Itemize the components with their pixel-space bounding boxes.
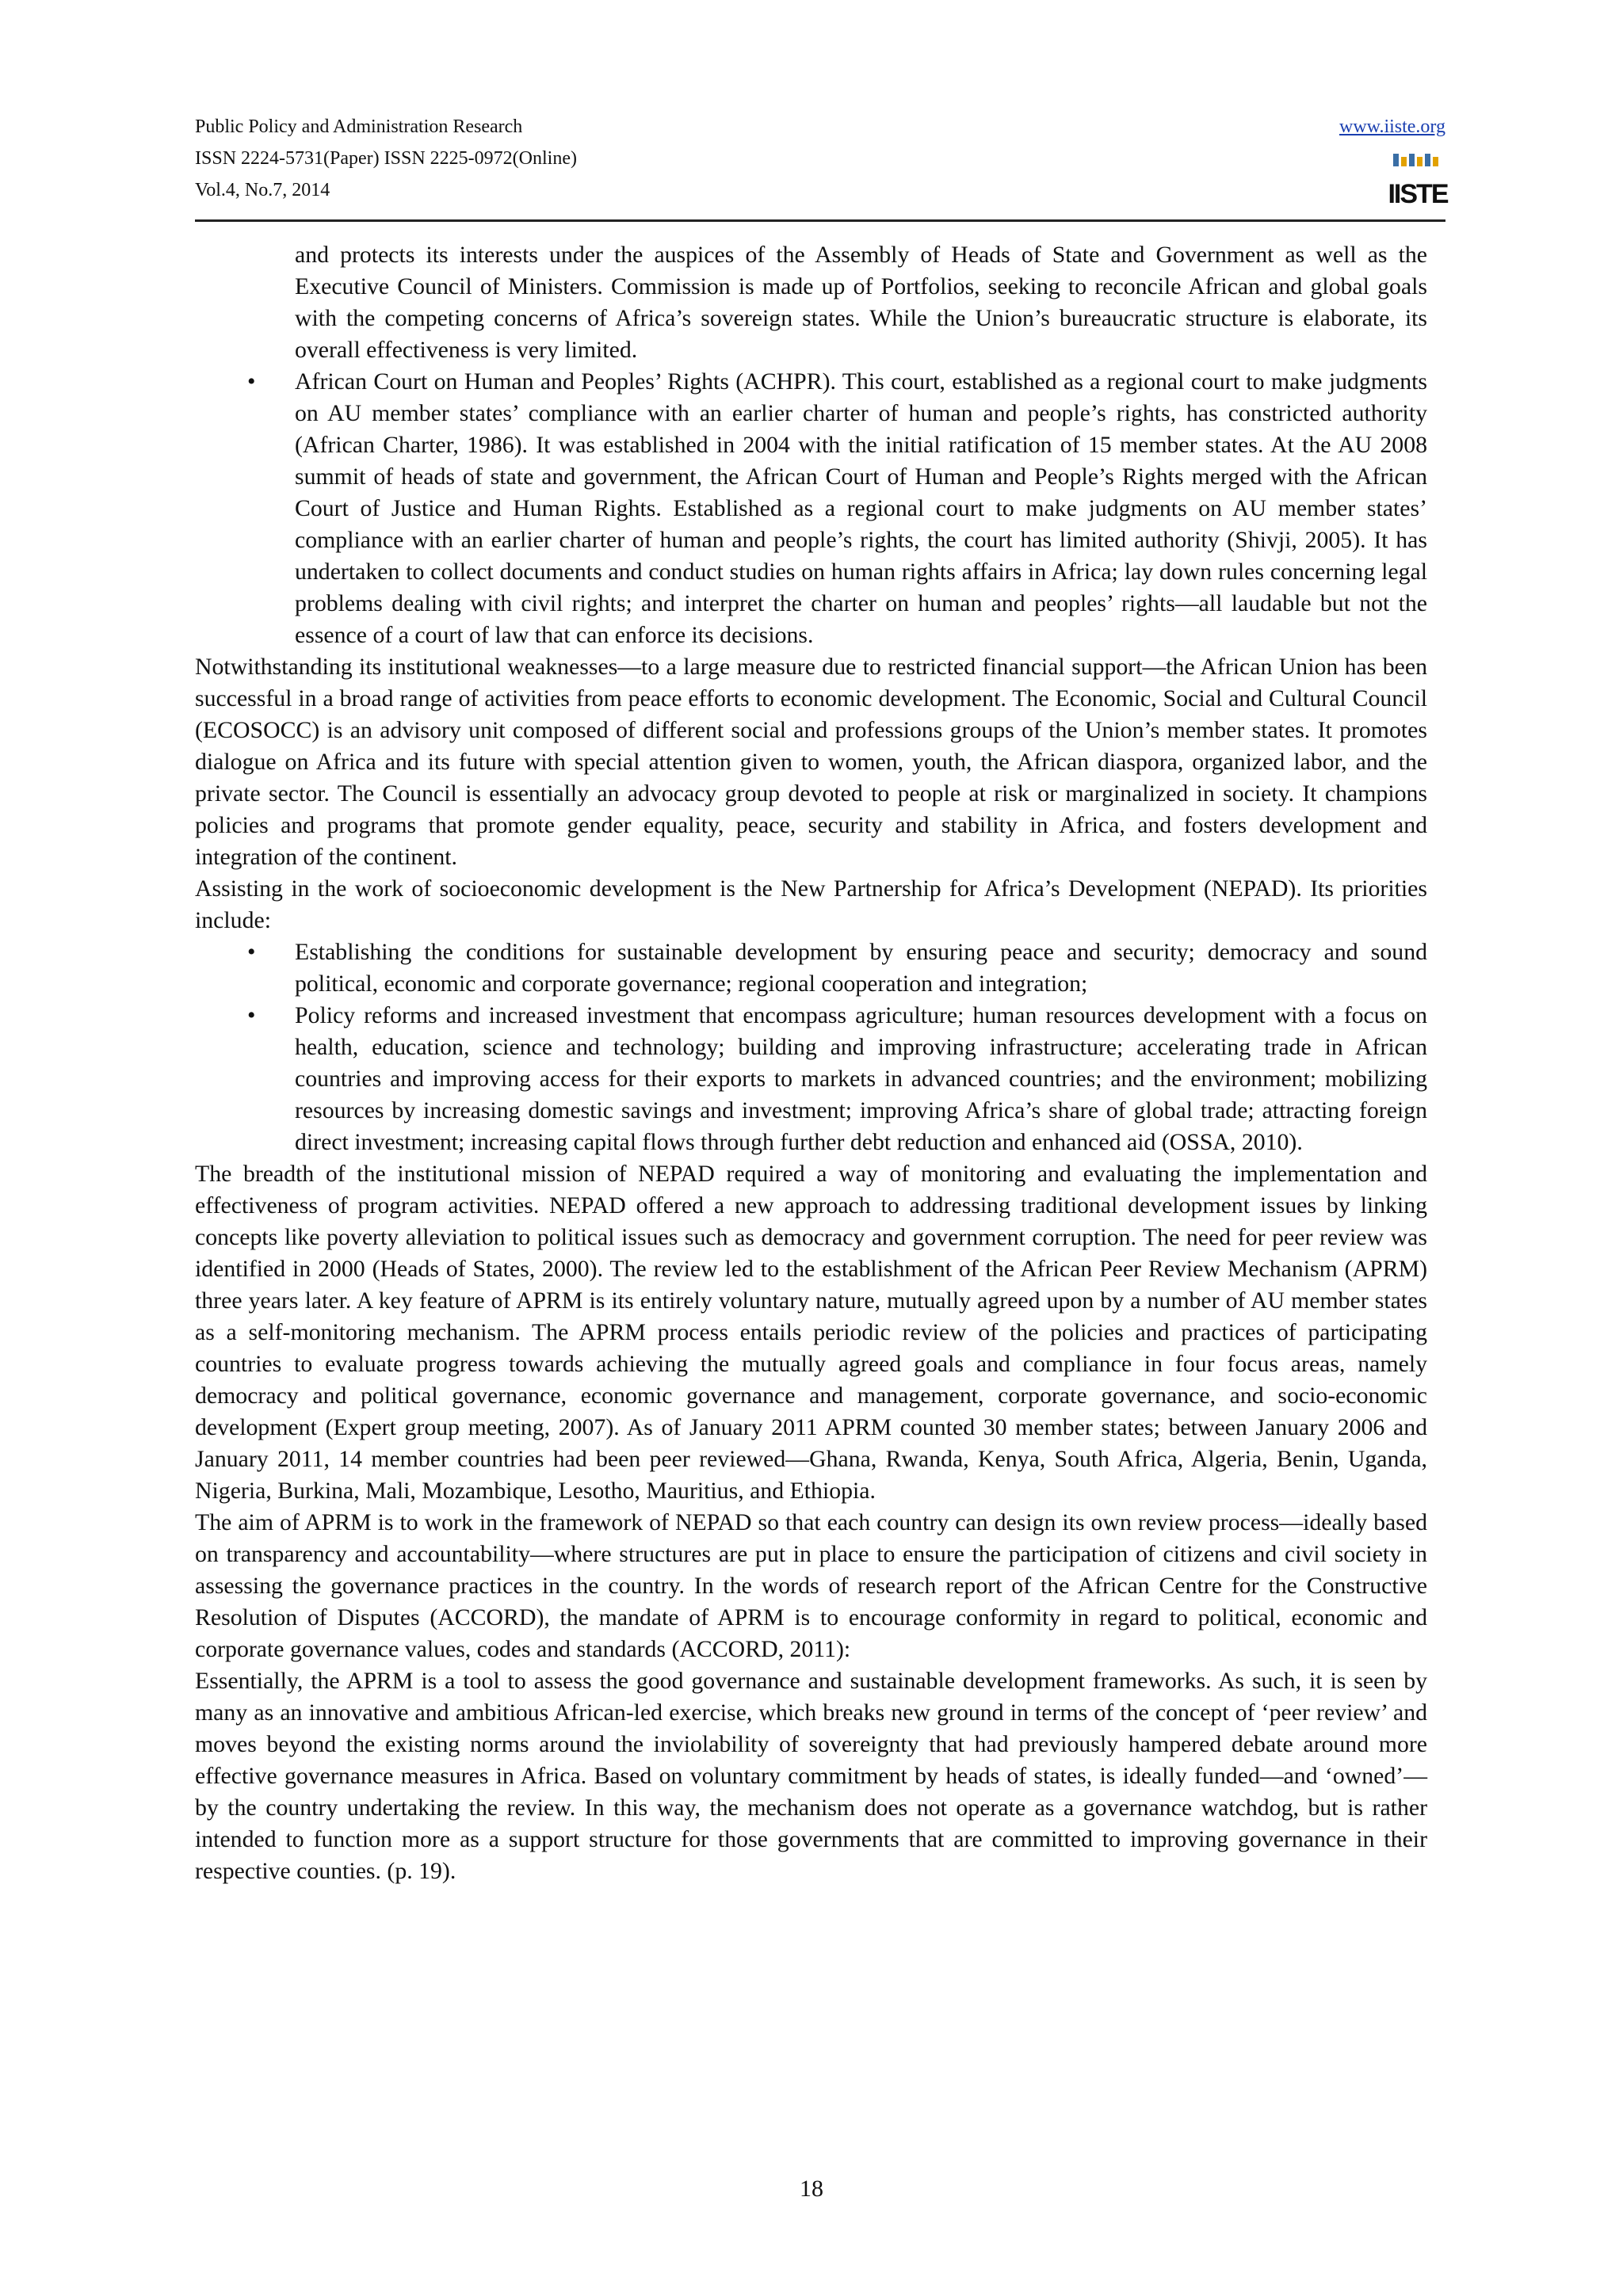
list-item-text: Establishing the conditions for sustainable development by ensuring peace and security; democracy and sound political, economic and corporate governance; regional cooperation and integration; xyxy=(295,939,1427,997)
volume-line: Vol.4, No.7, 2014 xyxy=(195,180,330,200)
paragraph-notwithstanding: Notwithstanding its institutional weaknesses—to a large measure due to restricted financial support—the African Union has been successful in a broad range of activities from peace efforts to economic development. The Economic, Social and Cultural Council (ECOSOCC) is an advisory unit composed of different social and professions groups of the Union’s member states. It promotes dialogue on Africa and its future with special attention given to women, youth, the African diaspora, organized labor, and the private sector. The Council is essentially an advocacy group devoted to people at risk or marginalized in society. It champions policies and programs that promote gender equality, peace, security and stability in Africa, and fosters development and integration of the continent. xyxy=(195,654,1427,870)
journal-url-link[interactable]: www.iiste.org xyxy=(1339,116,1445,137)
bullet-list-nepad xyxy=(195,936,1427,1158)
bullet-icon: • xyxy=(247,368,256,395)
list-item xyxy=(195,366,1427,651)
page-number: 18 xyxy=(800,2176,823,2202)
paragraph-assisting: Assisting in the work of socioeconomic development is the New Partnership for Africa’s Development (NEPAD). Its priorities include: xyxy=(195,875,1427,933)
paragraph-breadth: The breadth of the institutional mission of NEPAD required a way of monitoring and evaluating the implementation and effectiveness of program activities. NEPAD offered a new approach to addressing traditional development issues by linking concepts like poverty alleviation to political issues such as democracy and government corruption. The need for peer review was identified in 2000 (Heads of States, 2000). The review led to the establishment of the African Peer Review Mechanism (APRM) three years later. A key feature of APRM is its entirely voluntary nature, mutually agreed upon by a number of AU member states as a self-monitoring mechanism. The APRM process entails periodic review of the policies and practices of participating countries to evaluate progress towards achieving the mutually agreed goals and compliance in four focus areas, namely democracy and political governance, economic governance and management, corporate governance, and socio-economic development (Expert group meeting, 2007). As of January 2011 APRM counted 30 member states; between January 2006 and January 2011, 14 member countries had been peer reviewed—Ghana, Rwanda, Kenya, South Africa, Algeria, Benin, Uganda, Nigeria, Burkina, Mali, Mozambique, Lesotho, Mauritius, and Ethiopia. xyxy=(195,1161,1427,1504)
issn-line: ISSN 2224-5731(Paper) ISSN 2225-0972(Online) xyxy=(195,148,577,169)
list-item-text: African Court on Human and Peoples’ Rights (ACHPR). This court, established as a regional court to make judgments on AU member states’ compliance with an earlier charter of human and people’s rights, has constricted authority (African Charter, 1986). It was established in 2004 with the initial ratification of 15 member states. At the AU 2008 summit of heads of state and government, the African Court of Human and People’s Rights merged with the African Court of Justice and Human Rights. Established as a regional court to make judgments on AU member states’ compliance with an earlier charter of human and people’s rights, the court has limited authority (Shivji, 2005). It has undertaken to collect documents and conduct studies on human rights affairs in Africa; lay down rules concerning legal problems dealing with civil rights; and interpret the charter on human and peoples’ rights—all laudable but not the essence of a court of law that can enforce its decisions. xyxy=(295,368,1427,648)
iiste-logo xyxy=(1388,152,1448,209)
bullet-icon: • xyxy=(247,939,256,965)
article-body xyxy=(195,239,1427,1887)
list-item xyxy=(195,936,1427,1000)
page-header xyxy=(195,111,1448,215)
bullet-list-achpr xyxy=(195,366,1427,651)
svg-text:IISTE: IISTE xyxy=(1388,179,1448,209)
header-divider xyxy=(195,219,1445,222)
block-quote: Essentially, the APRM is a tool to assess the good governance and sustainable development frameworks. As such, it is seen by many as an innovative and ambitious African-led exercise, which breaks new ground in terms of the concept of ‘peer review’ and moves beyond the existing norms around the inviolability of sovereignty that had previously hampered debate around more effective governance measures in Africa. Based on voluntary commitment by heads of states, is ideally funded—and ‘owned’—by the country undertaking the review. In this way, the mechanism does not operate as a governance watchdog, but is rather intended to function more as a support structure for those governments that are committed to improving governance in their respective counties. (p. 19). xyxy=(195,1668,1427,1884)
paragraph-aim: The aim of APRM is to work in the framework of NEPAD so that each country can design its own review process—ideally based on transparency and accountability—where structures are put in place to ensure the participation of citizens and civil society in assessing the governance practices in the country. In the words of research report of the African Centre for the Constructive Resolution of Disputes (ACCORD), the mandate of APRM is to encourage conformity in regard to political, economic and corporate governance values, codes and standards (ACCORD, 2011): xyxy=(195,1509,1427,1662)
bullet-icon: • xyxy=(247,1002,256,1028)
list-item xyxy=(195,1000,1427,1158)
list-item-text: Policy reforms and increased investment that encompass agriculture; human resources development with a focus on health, education, science and technology; building and improving infrastructure; accelerating trade in African countries and improving access for their exports to markets in advanced countries; and the environment; mobilizing resources by increasing domestic savings and investment; improving Africa’s share of global trade; attracting foreign direct investment; increasing capital flows through further debt reduction and enhanced aid (OSSA, 2010). xyxy=(295,1002,1427,1155)
journal-title: Public Policy and Administration Research xyxy=(195,116,523,137)
paragraph-continued: and protects its interests under the auspices of the Assembly of Heads of State and Government as well as the Executive Council of Ministers. Commission is made up of Portfolios, seeking to reconcile African and global goals with the competing concerns of Africa’s sovereign states. While the Union’s bureaucratic structure is elaborate, its overall effectiveness is very limited. xyxy=(295,242,1427,363)
